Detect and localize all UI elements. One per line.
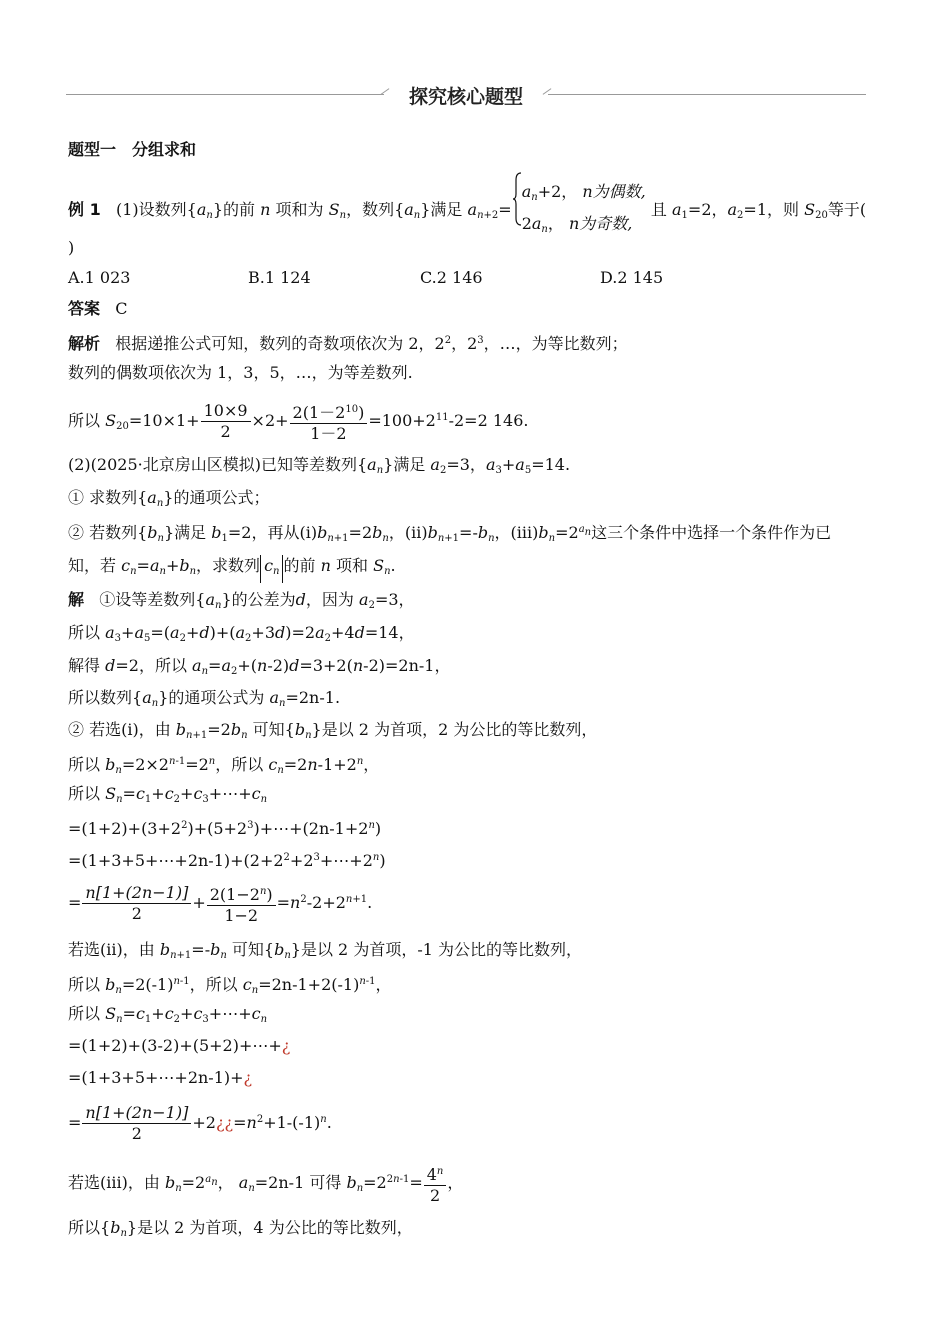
- analysis-line-2: 数列的偶数项依次为 1，3，5，…，为等差数列.: [68, 363, 413, 382]
- piecewise-brace: [512, 172, 522, 249]
- s17-fraction: $\frac{4^n}{2}$: [424, 1162, 447, 1206]
- q3-text-b: }满足: [163, 523, 207, 542]
- s12-text-d: =2n-1+2(-1): [258, 975, 360, 994]
- s3-text-c: =2n-1，: [384, 656, 451, 675]
- s16-glyph: ¿¿: [215, 1113, 234, 1132]
- example-label: 例 1: [68, 200, 101, 219]
- section-header: [66, 78, 866, 114]
- s10-fraction-1: [82, 883, 191, 924]
- stem-text-b: }的前: [212, 200, 256, 219]
- solution-6: 所以 $b_n=2\times 2^{n-1}=2^n$，所以 $c_n=2n-1+2^n$，: [68, 755, 380, 776]
- q3-text-g: ，(iii): [494, 523, 539, 542]
- solution-7: 所以 $S_n=c_1+c_2+c_3+\cdots+c_n$: [68, 784, 268, 805]
- answer-value: C: [115, 299, 128, 318]
- solution-13: 所以 $S_n=c_1+c_2+c_3+\cdots+c_n$: [68, 1004, 268, 1025]
- part2-q2: ① 求数列$\{a_n\}$的通项公式；: [68, 488, 270, 509]
- s10-den2: 1−2: [224, 905, 259, 925]
- s5-text-b: 可知{: [252, 720, 295, 739]
- q4-text-d: 项和: [336, 556, 369, 575]
- sum-d: -2=2 146.: [448, 411, 529, 430]
- s1-text: ①设等差数列{: [99, 590, 206, 609]
- solution-15: [68, 1068, 252, 1088]
- s17-text-f: =: [409, 1173, 423, 1192]
- analysis-text-1b: ，2: [451, 334, 478, 353]
- s13-text: 所以: [68, 1004, 101, 1023]
- option-b: B.1 124: [248, 268, 311, 287]
- q4-text-c: 的前: [283, 556, 316, 575]
- s4-text-b: }的通项公式为: [158, 688, 265, 707]
- s11-text-c: }是以 2 为首项，-1 为公比的等比数列，: [290, 940, 582, 959]
- solution-9: $=(1+3+5+\cdots+2n-1)+(2+2^2+2^3+\cdots+2^n)$: [68, 851, 386, 870]
- sum-b: ×2+: [251, 411, 289, 430]
- analysis-text-1c: ，…，为等比数列；: [483, 334, 628, 353]
- sum-c: =100+2: [368, 411, 436, 430]
- frac2-den: 1－2: [310, 423, 347, 443]
- s7-text: 所以: [68, 784, 101, 803]
- s12-text-c: ，所以: [189, 975, 238, 994]
- s4-text-c: =2n-1.: [285, 688, 341, 707]
- q3-text-f: =-: [459, 523, 478, 542]
- stem-text-e: }满足: [420, 200, 463, 219]
- s16-pre: =: [68, 1113, 82, 1132]
- s11-text: 若选(ⅱ)，由: [68, 940, 155, 959]
- stem-tail-d: 等于(: [827, 200, 867, 219]
- fraction-2: $\frac{2(1-2^{10})}{1-2}$: [290, 400, 368, 444]
- s10-plus: +: [192, 893, 206, 912]
- q3-text-i: 这三个条件中选择一个条件作为已: [591, 523, 832, 542]
- s17-num: 4: [426, 1164, 437, 1184]
- analysis-line-1: 解析 根据递推公式可知，数列的奇数项依次为 2，$2^2$，$2^3$，…，为等比数列；: [68, 334, 628, 353]
- option-d: D.2 145: [600, 268, 664, 287]
- s15-text: =(1+3+5+⋯+2n-1)+: [68, 1068, 244, 1087]
- stem-text-d: ，数列{: [346, 200, 405, 219]
- s1-text-b: }的公差为: [221, 590, 296, 609]
- s5-text-c: }是以 2 为首项，2 为公比的等比数列，: [311, 720, 598, 739]
- piecewise-cases: $a_n+2$， n为偶数, $2a_n$， n为奇数,: [521, 181, 646, 235]
- stem-close: ): [68, 238, 75, 257]
- s17-text-e: =2: [363, 1173, 387, 1192]
- solution-11: 若选(ⅱ)，由 $b_{n+1}=-b_n$ 可知$\{b_n\}$是以 2 为首项，-1 为公比的等比数列，: [68, 940, 582, 961]
- part2-q3: ② 若数列$\{b_n\}$满足 $b_1=2$，再从$(ⅰ)b_{n+1}=2b_n$，$(ⅱ)b_{n+1}=-b_n$，$(iii)b_n=2^{a_n}$这三个条件中选择一个条件作为已: [68, 523, 832, 544]
- q4-text: 知，若: [68, 556, 117, 575]
- s17-text: 若选(iii)，由: [68, 1173, 160, 1192]
- solution-16: = $\frac{n[1+(2n-1)]}{2}$ $+2¿¿=n^2+1-(-1)^n$.: [68, 1103, 332, 1143]
- abs-cn: $c_n$: [260, 555, 283, 583]
- s17-text-g: ，: [447, 1173, 464, 1192]
- part2-q4: 知，若 $c_n=a_n+b_n$，求数列 $c_n$ 的前 n 项和 $S_n$.: [68, 555, 396, 583]
- option-c: C.2 146: [420, 268, 483, 287]
- s10-fraction-2: $\frac{2(1-2^n)}{1-2}$: [207, 882, 276, 926]
- s9-text: =(1+3+5+⋯+2n-1)+(2+2: [68, 851, 284, 870]
- frac2-num-sup: 10: [345, 403, 359, 415]
- solution-label: 解: [68, 590, 85, 609]
- q4-text-e: .: [390, 556, 396, 575]
- sum-a: =10×1+: [128, 411, 200, 430]
- q1-text: (2)(2025·北京房山区模拟)已知等差数列{: [68, 455, 368, 474]
- q1-text-c: =3，: [446, 455, 486, 474]
- s16-mid: +2: [192, 1113, 216, 1132]
- frac1-num: 10×9: [201, 401, 251, 422]
- solution-1: 解 ①设等差数列$\{a_n\}$的公差为d，因为 $a_2=3$，: [68, 590, 415, 611]
- stem-tail-c: =1，则: [743, 200, 800, 219]
- solution-3: 解得 d=2，所以 $a_n=a_2+(n-2)d=3+2(n-2)=2n-1$，: [68, 656, 451, 677]
- solution-14: [68, 1036, 290, 1056]
- s12-text: 所以: [68, 975, 101, 994]
- stem-text-a: (1)设数列{: [115, 200, 197, 219]
- s6-text-c: ，所以: [215, 755, 264, 774]
- case2-expr: 2: [521, 213, 532, 233]
- solution-18: 所以$\{b_n\}$是以 2 为首项，4 为公比的等比数列，: [68, 1218, 413, 1239]
- s4-text: 所以数列{: [68, 688, 143, 707]
- s14-text: =(1+2)+(3-2)+(5+2)+⋯+: [68, 1036, 282, 1055]
- s6-text: 所以: [68, 755, 101, 774]
- s1-text-d: =3，: [374, 590, 415, 609]
- answer-row: [68, 299, 128, 319]
- s11-text-b: 可知{: [231, 940, 275, 959]
- case1-cond: n为偶数,: [582, 181, 646, 201]
- s5-text: ② 若选(ⅰ)，由: [68, 720, 171, 739]
- analysis-label: 解析: [68, 334, 101, 353]
- solution-2: 所以 $a_3+a_5=(a_2+d)+(a_2+3d)=2a_2+4d=14$，: [68, 623, 415, 644]
- s9-text-b: +2: [289, 851, 314, 870]
- s10-num2: 2(1−2: [209, 884, 260, 904]
- q3-text-h: =2: [555, 523, 579, 542]
- sum-prefix: 所以: [68, 411, 101, 430]
- s2-text-c: +4: [331, 623, 355, 642]
- q3-text-d: =2: [348, 523, 373, 542]
- s2-text-b: =(: [150, 623, 171, 642]
- solution-10: = $\frac{n[1+(2n-1)]}{2}$ + $\frac{2(1-2^n)}{1-2}$ $=n^2-2+2^{n+1}$.: [68, 883, 373, 925]
- fraction-1: [201, 401, 251, 442]
- case2-cond: n为奇数,: [568, 213, 633, 233]
- s3-text-b: =2，所以: [115, 656, 187, 675]
- s16-num: n[1+(2n−1)]: [82, 1103, 191, 1124]
- s12-text-b: =2(-1): [121, 975, 174, 994]
- part2-q1: (2)(2025·北京房山区模拟)已知等差数列$\{a_n\}$满足 $a_2=3$，$a_3+a_5=14$.: [68, 455, 571, 476]
- header-title: 探究核心题型: [408, 86, 523, 108]
- q2-text: ① 求数列{: [68, 488, 148, 507]
- q3-text-e: ，(ⅱ): [388, 523, 428, 542]
- s2-text: 所以: [68, 623, 101, 642]
- solution-17: 若选(iii)，由 $b_n=2^{a_n}$， $a_n=2n-1$ 可得 $b_n=2^{2n-1}=$ $\frac{4^n}{2}$ ，: [68, 1158, 463, 1211]
- s17-text-d: =2n-1 可得: [254, 1173, 342, 1192]
- s1-text-c: ，因为: [305, 590, 354, 609]
- analysis-text-1: 根据递推公式可知，数列的奇数项依次为 2，2: [115, 334, 445, 353]
- q3-text-c: =2，再从(ⅰ): [227, 523, 318, 542]
- s6-text-b: =2×2: [121, 755, 169, 774]
- header-rule-right: [548, 94, 866, 95]
- stem-text-c: 项和为: [275, 200, 324, 219]
- s10-den: 2: [131, 904, 142, 923]
- s14-glyph: ¿: [281, 1036, 291, 1055]
- s8-text-c: )+⋯+(2n-1+2: [253, 819, 369, 838]
- frac1-den: 2: [220, 422, 231, 441]
- s16-fraction: [82, 1103, 191, 1144]
- solution-12: 所以 $b_n=2(-1)^{n-1}$，所以 $c_n=2n-1+2(-1)^{n-1}$，: [68, 975, 392, 996]
- case1-expr: +2，: [537, 181, 578, 201]
- q1-text-d: =14.: [531, 455, 571, 474]
- q2-text-b: }的通项公式；: [163, 488, 270, 507]
- q3-text: ② 若数列{: [68, 523, 148, 542]
- s15-glyph: ¿: [243, 1068, 253, 1087]
- stem-tail-b: =2，: [687, 200, 728, 219]
- s17-den: 2: [429, 1185, 441, 1205]
- stem-tail-a: 且: [650, 200, 667, 219]
- sum-c-sup: 11: [435, 412, 449, 423]
- option-a: A.1 023: [68, 268, 131, 287]
- analysis-sum: 所以 $S_{20}=10\times 1+$ $\frac{10\times 9}{2}$ ×2+ $\frac{2(1-2^{10})}{1-2}$ $=100+2^{11}-2=2$ 146.: [68, 401, 529, 443]
- answer-label: 答案: [68, 299, 101, 318]
- s9-text-c: +⋯+2: [319, 851, 373, 870]
- example-stem: 例 1 (1)设数列$\{a_n\}$的前 n 项和为 $S_n$，数列$\{a_n\}$满足 $a_{n+2}=$ $a_n+2$， n为偶数, $2a_n$， n为奇数, 且 $a_1=2$，$a_2=1$，则 $S_{20}$等于(: [68, 172, 866, 249]
- s3-text: 解得: [68, 656, 101, 675]
- s17-text-c: ，: [217, 1173, 234, 1192]
- s10-tail: -2+2: [306, 893, 346, 912]
- s2-text-d: =14，: [364, 623, 415, 642]
- s16-tail: +1-(-1): [263, 1113, 321, 1132]
- s10-num: n[1+(2n−1)]: [82, 883, 191, 904]
- q1-text-b: }满足: [383, 455, 426, 474]
- s8-text: =(1+2)+(3+2: [68, 819, 182, 838]
- s17-text-b: =2: [181, 1173, 206, 1192]
- s16-den: 2: [131, 1124, 142, 1143]
- section-title: 题型一 分组求和: [68, 140, 197, 159]
- s10-pre: =: [68, 893, 82, 912]
- solution-8: $=(1+2)+(3+2^2)+(5+2^3)+\cdots+(2n-1+2^n)$: [68, 819, 382, 838]
- q4-text-b: ，求数列: [196, 556, 261, 575]
- solution-5: ② 若选(ⅰ)，由 $b_{n+1}=2b_n$ 可知$\{b_n\}$是以 2 为首项，2 为公比的等比数列，: [68, 720, 598, 741]
- s8-text-b: )+(5+2: [187, 819, 248, 838]
- frac2-num: 2(1－2: [292, 402, 346, 422]
- s18-text-b: }是以 2 为首项，4 为公比的等比数列，: [126, 1218, 413, 1237]
- solution-4: 所以数列$\{a_n\}$的通项公式为 $a_n=2n-1$.: [68, 688, 341, 709]
- s18-text: 所以{: [68, 1218, 111, 1237]
